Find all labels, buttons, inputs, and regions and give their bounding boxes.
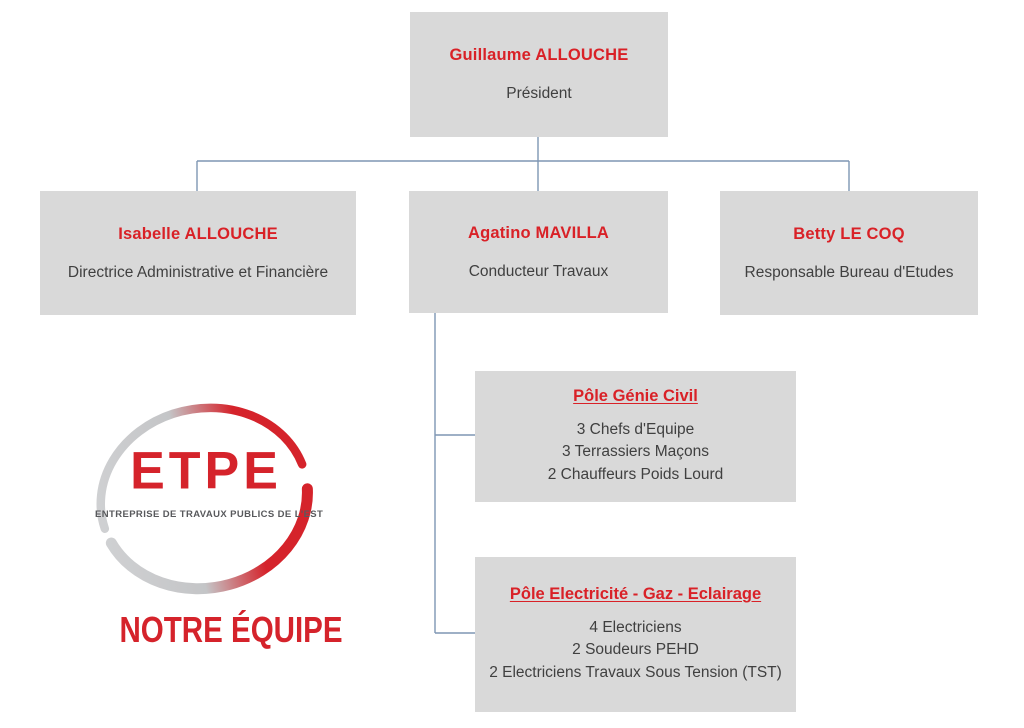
president-role: Président bbox=[506, 85, 572, 102]
manager-name: Betty LE COQ bbox=[793, 224, 905, 243]
pole-member: 2 Electriciens Travaux Sous Tension (TST) bbox=[489, 663, 782, 681]
president-name: Guillaume ALLOUCHE bbox=[449, 46, 629, 64]
manager-box-agatino bbox=[409, 191, 668, 313]
logo-caption-text: NOTRE ÉQUIPE bbox=[119, 609, 343, 650]
logo-tagline: ENTREPRISE DE TRAVAUX PUBLICS DE L'EST bbox=[95, 509, 324, 520]
logo-caption bbox=[95, 609, 343, 650]
pole-member: 2 Soudeurs PEHD bbox=[572, 641, 699, 659]
pole-title: Pôle Génie Civil bbox=[573, 386, 698, 405]
pole-member: 2 Chauffeurs Poids Lourd bbox=[547, 465, 724, 483]
manager-box-betty bbox=[720, 191, 978, 315]
logo-wordmark: ETPE bbox=[130, 441, 282, 501]
manager-role: Directrice Administrative et Financière bbox=[67, 263, 329, 281]
pole-members bbox=[489, 617, 782, 684]
manager-name: Isabelle ALLOUCHE bbox=[118, 224, 278, 243]
president-box bbox=[410, 12, 668, 137]
pole-box-electricite-gaz-eclairage bbox=[475, 557, 796, 712]
manager-role: Responsable Bureau d'Etudes bbox=[744, 263, 954, 281]
pole-members bbox=[548, 419, 724, 486]
manager-name: Agatino MAVILLA bbox=[467, 223, 610, 242]
pole-member: 3 Terrassiers Maçons bbox=[561, 443, 709, 461]
manager-box-isabelle bbox=[40, 191, 356, 315]
pole-box-genie-civil bbox=[475, 371, 796, 502]
etpe-logo bbox=[95, 388, 343, 658]
pole-member: 4 Electriciens bbox=[589, 618, 682, 636]
pole-member: 3 Chefs d'Equipe bbox=[576, 420, 695, 438]
pole-title: Pôle Electricité - Gaz - Eclairage bbox=[509, 584, 762, 603]
manager-role: Conducteur Travaux bbox=[468, 262, 609, 280]
